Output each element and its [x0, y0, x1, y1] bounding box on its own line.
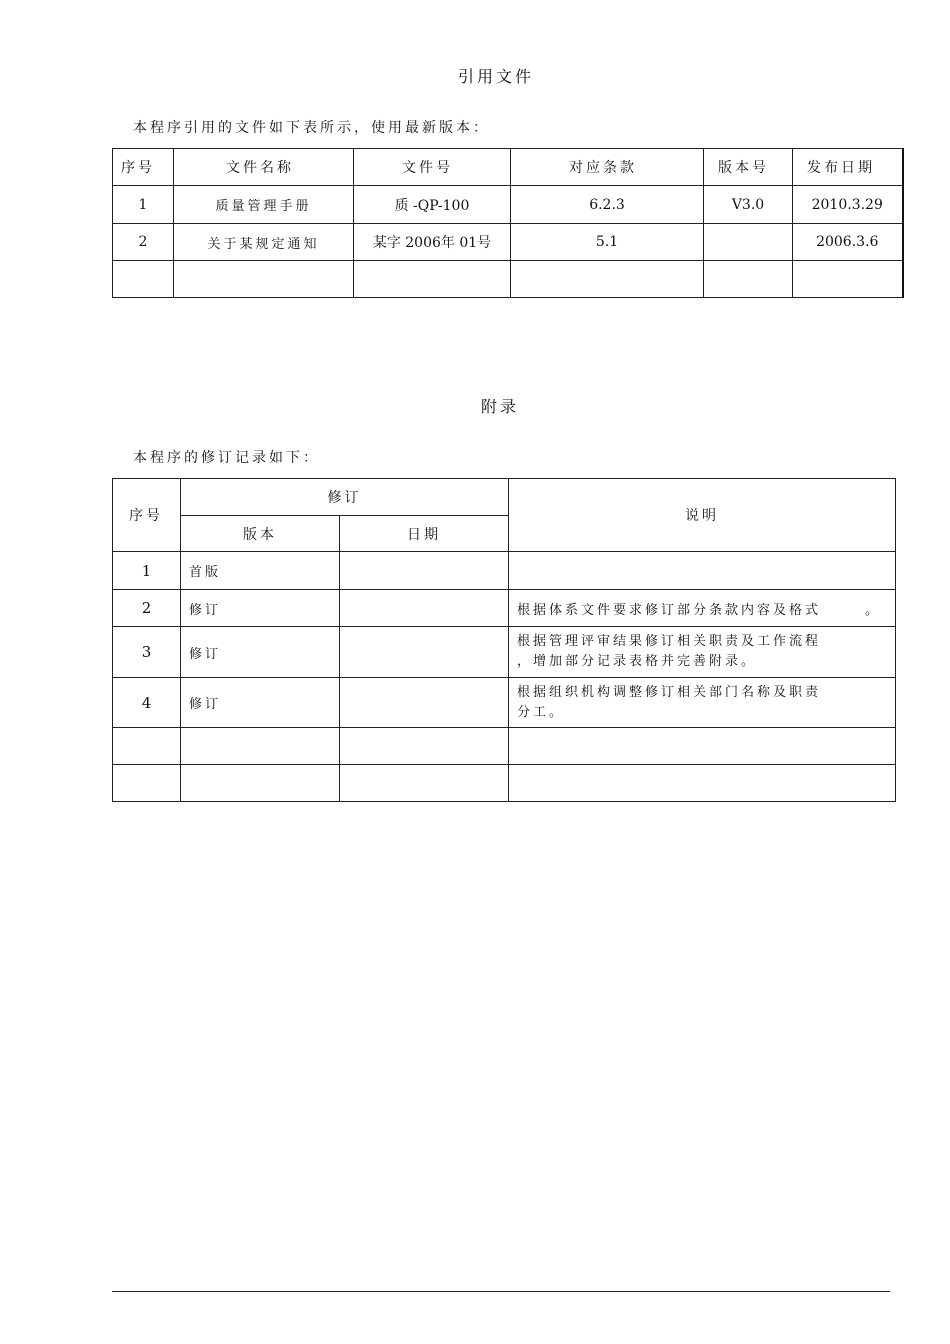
table-row	[113, 627, 896, 678]
header-date: 日期	[340, 516, 509, 552]
cell-date	[340, 765, 509, 802]
cell-version	[704, 261, 793, 298]
section2-title: 附录	[481, 397, 520, 416]
cell-version: 修订	[181, 627, 340, 678]
cell-seq: 1	[113, 552, 181, 590]
reference-header-row	[113, 149, 903, 186]
header-date: 发布日期	[793, 149, 903, 186]
cell-description	[509, 552, 896, 590]
cell-seq	[113, 728, 181, 765]
cell-description	[509, 678, 896, 728]
table-row	[113, 678, 896, 728]
table-row	[113, 224, 903, 261]
cell-date	[340, 627, 509, 678]
cell-date	[340, 590, 509, 627]
header-clause: 对应条款	[511, 149, 704, 186]
table-row	[113, 261, 903, 298]
reference-table	[112, 148, 904, 298]
table-row	[113, 186, 903, 224]
header-version: 版本	[181, 516, 340, 552]
desc-line-2: 。	[864, 603, 881, 618]
header-doc-no: 文件号	[354, 149, 511, 186]
cell-date	[340, 552, 509, 590]
table-row	[113, 590, 896, 627]
cell-doc-name: 质量管理手册	[174, 186, 354, 224]
cell-description	[509, 590, 896, 627]
cell-doc-no: 质 -QP-100	[354, 186, 511, 224]
header-seq: 序号	[113, 479, 181, 552]
cell-description	[509, 765, 896, 802]
table-row	[113, 765, 896, 802]
header-revision: 修订	[181, 479, 509, 516]
section1-intro: 本程序引用的文件如下表所示，使用最新版本：	[133, 120, 490, 136]
cell-date: 2010.3.29	[793, 186, 903, 224]
cell-doc-name	[174, 261, 354, 298]
desc-line-1: 根据组织机构调整修订相关部门名称及职责	[517, 684, 822, 700]
table-row	[113, 552, 896, 590]
cell-date: 2006.3.6	[793, 224, 903, 261]
cell-clause: 6.2.3	[511, 186, 704, 224]
section1-title: 引用文件	[458, 67, 535, 86]
cell-date	[793, 261, 903, 298]
header-doc-name: 文件名称	[174, 149, 354, 186]
cell-description	[509, 627, 896, 678]
cell-version: 首版	[181, 552, 340, 590]
cell-date	[340, 678, 509, 728]
cell-version	[181, 765, 340, 802]
cell-description	[509, 728, 896, 765]
cell-doc-no	[354, 261, 511, 298]
header-version: 版本号	[704, 149, 793, 186]
cell-clause	[511, 261, 704, 298]
cell-clause: 5.1	[511, 224, 704, 261]
desc-line-2: 分工。	[517, 704, 566, 720]
cell-version	[704, 224, 793, 261]
cell-doc-name: 关于某规定通知	[174, 224, 354, 261]
header-seq: 序号	[113, 149, 174, 186]
desc-line-1: 根据管理评审结果修订相关职责及工作流程	[517, 634, 822, 649]
desc-line-1: 根据体系文件要求修订部分条款内容及格式	[517, 602, 822, 618]
section2-intro: 本程序的修订记录如下：	[133, 450, 320, 466]
cell-version: V3.0	[704, 186, 793, 224]
cell-date	[340, 728, 509, 765]
revision-header-row	[113, 479, 896, 516]
table-row	[113, 728, 896, 765]
revision-table	[112, 478, 896, 802]
desc-line-2: ，增加部分记录表格并完善附录。	[517, 654, 758, 669]
cell-seq	[113, 765, 181, 802]
cell-seq: 4	[113, 678, 181, 728]
cell-doc-no: 某字 2006年 01号	[354, 224, 511, 261]
cell-seq: 1	[113, 186, 174, 224]
cell-seq: 3	[113, 627, 181, 678]
header-description: 说明	[509, 479, 896, 552]
footer-divider	[112, 1291, 890, 1292]
cell-seq: 2	[113, 224, 174, 261]
cell-version	[181, 728, 340, 765]
cell-version: 修订	[181, 678, 340, 728]
cell-seq: 2	[113, 590, 181, 627]
cell-seq	[113, 261, 174, 298]
cell-version: 修订	[181, 590, 340, 627]
